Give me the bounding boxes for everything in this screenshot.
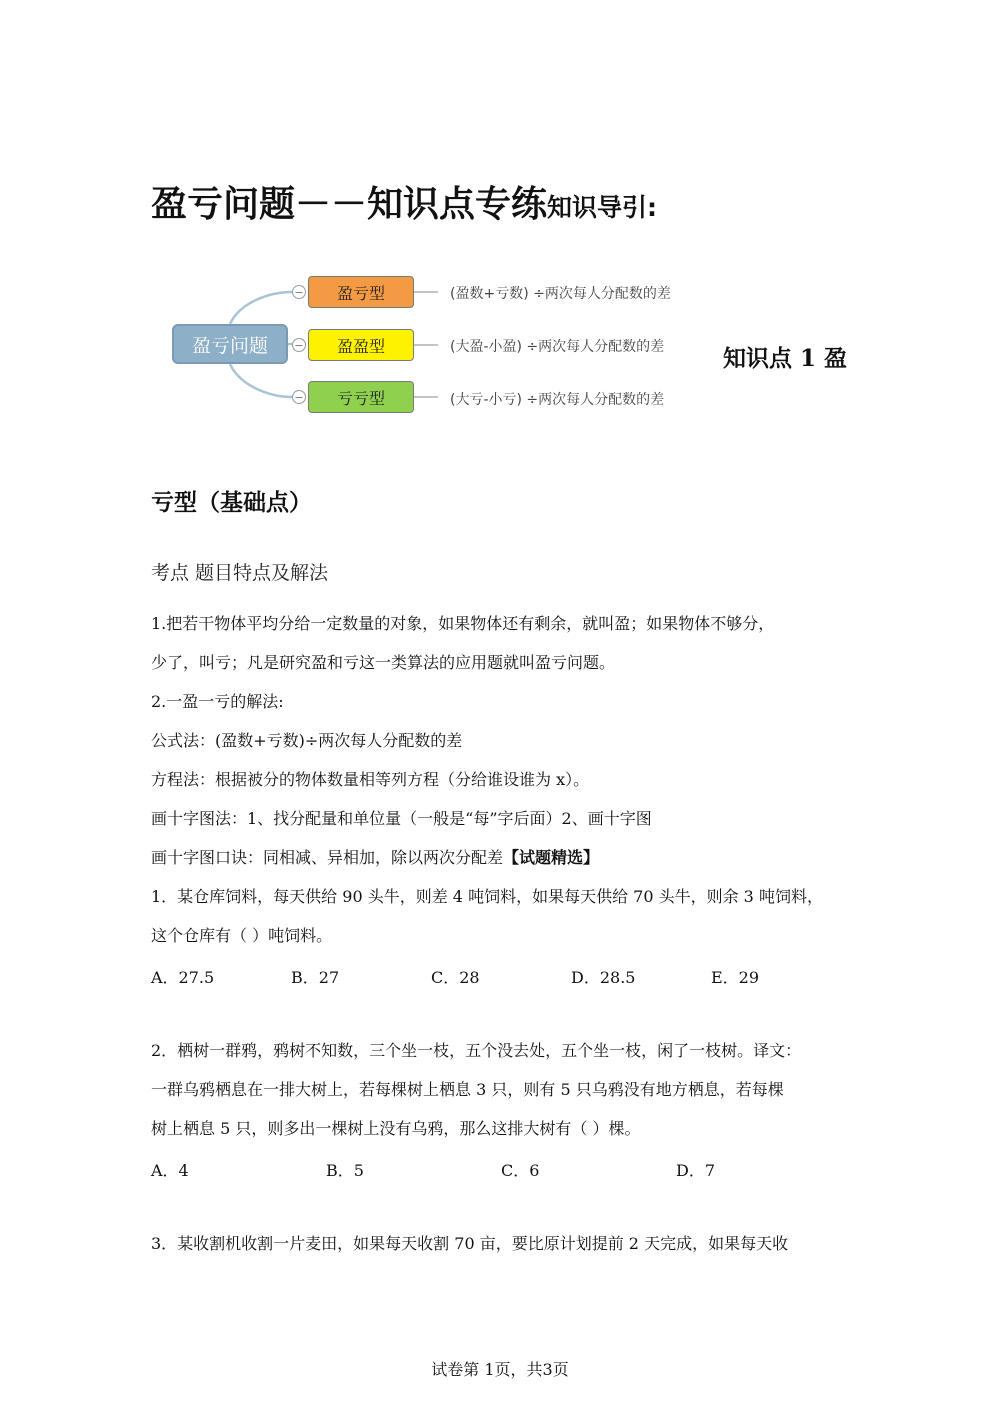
collapse-icon[interactable]: − [292, 390, 306, 404]
body-line: 少了，叫亏；凡是研究盈和亏这一类算法的应用题就叫盈亏问题。 [151, 653, 616, 672]
q2-option-a: A．4 [151, 1161, 189, 1180]
sub-heading: 考点 题目特点及解法 [151, 562, 329, 584]
q1-option-e: E．29 [711, 968, 760, 987]
mindmap-formula-3: (大亏-小亏) ÷两次每人分配数的差 [450, 392, 665, 408]
mindmap-root-node: 盈亏问题 [172, 324, 288, 364]
question-2-line: 2．栖树一群鸦，鸦树不知数，三个坐一枝，五个没去处，五个坐一枝，闲了一枝树。译文： [151, 1041, 802, 1060]
mindmap-branch-surplus-deficit: 盈亏型 [308, 276, 414, 308]
mindmap-formula-2: (大盈-小盈) ÷两次每人分配数的差 [450, 339, 665, 355]
mindmap-branch-deficit-deficit: 亏亏型 [308, 381, 414, 413]
title-suffix: 知识导引: [547, 193, 658, 222]
question-2-line: 树上栖息 5 只，则多出一棵树上没有乌鸦，那么这排大树有（ ）棵。 [151, 1119, 641, 1138]
body-line: 画十字图法：1、找分配量和单位量（一般是“每”字后面）2、画十字图 [151, 809, 652, 828]
q1-option-d: D．28.5 [571, 968, 636, 987]
body-line: 公式法：(盈数+亏数)÷两次每人分配数的差 [151, 731, 463, 750]
connector-3 [230, 364, 292, 397]
q2-option-c: C．6 [501, 1161, 540, 1180]
q1-option-c: C．28 [431, 968, 480, 987]
question-1-line: 这个仓库有（ ）吨饲料。 [151, 926, 333, 945]
section-heading: 亏型（基础点） [151, 490, 312, 516]
collapse-icon[interactable]: − [292, 285, 306, 299]
page-footer: 试卷第 1页，共3页 [431, 1360, 569, 1379]
body-line-text: 画十字图口诀：同相减、异相加，除以两次分配差 [151, 848, 504, 867]
q1-option-b: B．27 [291, 968, 340, 987]
connector-1 [230, 292, 292, 324]
body-line: 方程法：根据被分的物体数量相等列方程（分给谁设谁为 x）。 [151, 770, 590, 789]
body-line [151, 848, 599, 868]
mindmap-branch-surplus-surplus: 盈盈型 [308, 329, 414, 361]
title-main: 盈亏问题－－知识点专练 [151, 184, 548, 225]
question-1-line: 1．某仓库饲料，每天供给 90 头牛，则差 4 吨饲料，如果每天供给 70 头牛，则余 3 吨饲料， [151, 887, 823, 906]
mind-map [160, 262, 720, 422]
q1-option-a: A．27.5 [151, 968, 215, 987]
body-line: 2.一盈一亏的解法: [151, 692, 284, 711]
knowledge-point-label: 知识点 1 盈 [723, 345, 848, 372]
question-2-line: 一群乌鸦栖息在一排大树上，若每棵树上栖息 3 只，则有 5 只乌鸦没有地方栖息，若每棵 [151, 1080, 784, 1099]
collapse-icon[interactable]: − [292, 338, 306, 352]
selected-questions-label: 【试题精选】 [503, 848, 600, 867]
mindmap-formula-1: (盈数+亏数) ÷两次每人分配数的差 [450, 286, 671, 302]
q2-option-d: D．7 [676, 1161, 716, 1180]
page-title [151, 176, 657, 227]
question-3-line: 3．某收割机收割一片麦田，如果每天收割 70 亩，要比原计划提前 2 天完成，如果每天收 [151, 1234, 789, 1253]
body-line: 1.把若干物体平均分给一定数量的对象，如果物体还有剩余，就叫盈；如果物体不够分， [151, 614, 775, 633]
q2-option-b: B．5 [326, 1161, 364, 1180]
